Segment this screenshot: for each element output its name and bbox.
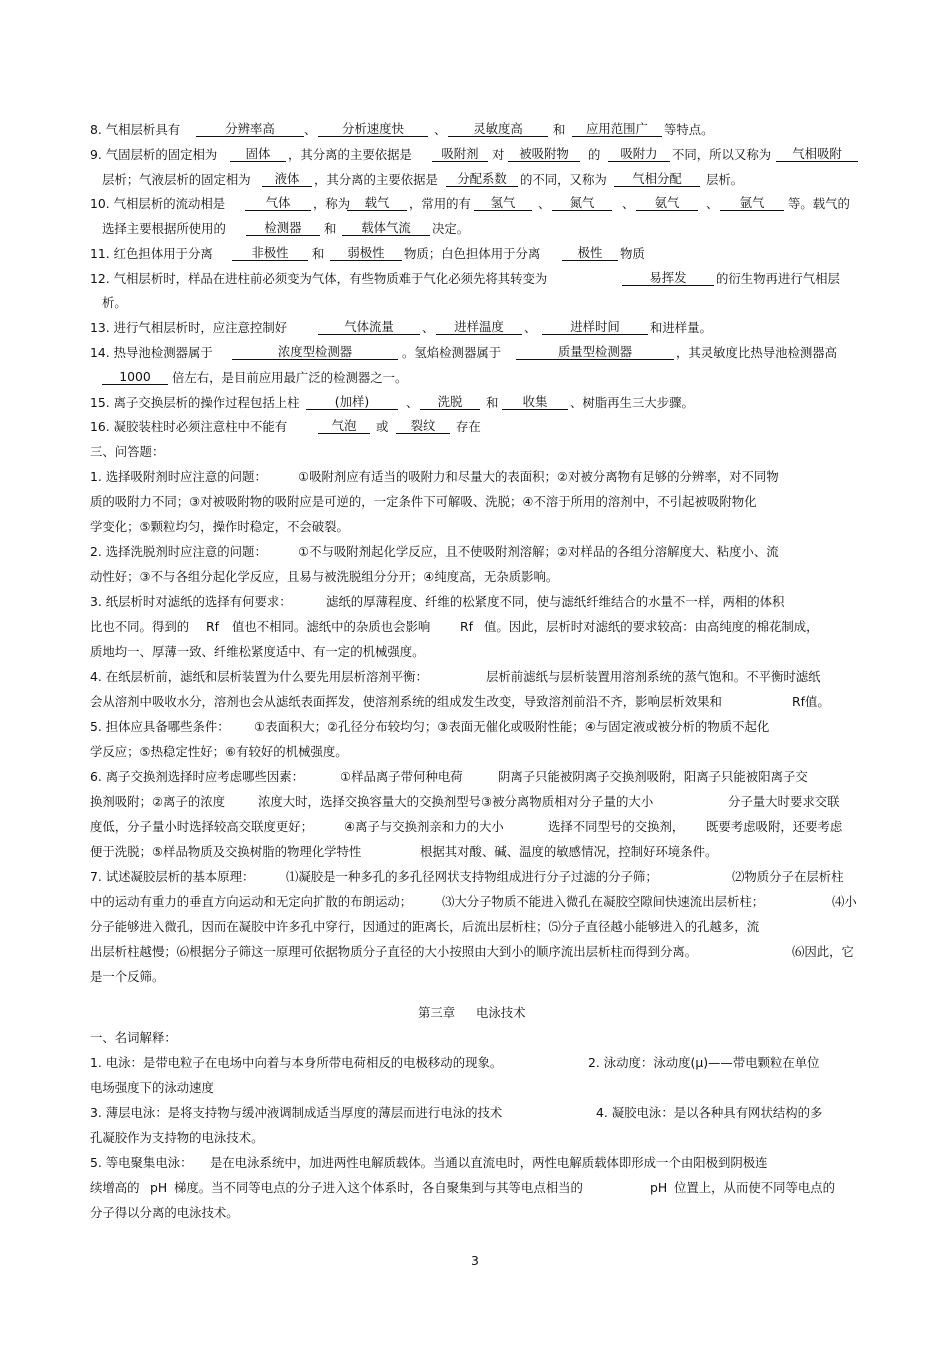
text-line [0,892,950,912]
text-segment: 层析。 [706,172,744,187]
text-segment: 5. 担体应具备哪些条件： [90,719,230,734]
text-segment: ⑹因此，它 [792,944,854,959]
text-segment: 出层析柱越慢；⑹根据分子筛这一原理可依据物质分子直径的大小按照由大到小的顺序流出层析柱而得到分离。 [90,944,698,959]
text-segment: 滤纸的厚薄程度、纤维的松紧度不同，使与滤纸纤维结合的水量不一样，两相的体积 [326,594,785,609]
text-segment: 分子能够进入微孔，因而在凝胶中许多孔中穿行，因通过的距离长，后流出层析柱；⑸分子直径越小能够进入的孔越多，流 [90,919,760,934]
text-segment: 5. 等电聚集电泳： [90,1155,193,1170]
text-segment: Rf [206,619,219,634]
fill-in-answer: 极性 [562,244,618,261]
text-line [0,318,950,338]
text-segment: 3. 纸层析时对滤纸的选择有何要求： [90,594,292,609]
text-line [0,1178,950,1198]
text-segment: ，其分离的主要依据是 [314,172,438,187]
text-segment: 16. 凝胶装柱时必须注意柱中不能有 [90,419,288,434]
text-segment: 9. 气固层析的固定相为 [90,147,218,162]
text-segment: 1. 电泳：是带电粒子在电场中向着与本身所带电荷相反的电极移动的现象。 [90,1055,503,1070]
text-segment: 位置上，从而使不同等电点的 [674,1180,836,1195]
fill-in-answer: 非极性 [232,244,308,261]
fill-in-answer: 弱极性 [330,244,402,261]
text-segment: 电泳技术 [476,1005,526,1020]
text-segment: 动性好；③不与各组分起化学反应，且易与被洗脱组分分开；④纯度高，无杂质影响。 [90,569,559,584]
text-segment: 比也不同。得到的 [90,619,190,634]
text-segment: 电场强度下的泳动速度 [90,1080,214,1095]
text-segment: 度低，分子量小时选择较高交联度更好； [90,819,314,834]
text-segment: pH [650,1180,668,1195]
text-segment: 8. 气相层析具有 [90,122,181,137]
fill-in-answer: 进样时间 [542,318,648,335]
text-line [0,1251,950,1271]
text-segment: 续增高的 [90,1180,140,1195]
text-segment: 的不同，又称为 [520,172,607,187]
text-segment: 三、问答题： [90,444,165,459]
text-segment: pH [150,1180,168,1195]
text-segment: 、 [538,196,551,211]
text-segment: ，其分离的主要依据是 [288,147,412,162]
text-segment: 3. 薄层电泳：是将支持物与缓冲液调制成适当厚度的薄层而进行电泳的技术 [90,1105,503,1120]
text-segment: 11. 红色担体用于分离 [90,246,213,261]
text-segment: 和 [324,221,337,236]
text-segment: 等。载气的 [788,196,850,211]
text-segment: ⑷小 [832,894,857,909]
fill-in-answer: 应用范围广 [572,120,662,137]
text-line [0,617,950,637]
text-segment: 倍左右，是目前应用最广泛的检测器之一。 [172,370,408,385]
text-segment: 或 [376,419,389,434]
text-segment: ①吸附剂应有适当的吸附力和尽量大的表面积；②对被分离物有足够的分辨率，对不同物 [298,469,779,484]
text-line [0,1078,950,1098]
text-segment: 的 [588,147,601,162]
fill-in-answer: 检测器 [246,219,320,236]
text-line [0,742,950,762]
text-segment: 根据其对酸、碱、温度的敏感情况，控制好环境条件。 [420,844,718,859]
fill-in-answer: 收集 [502,393,568,410]
text-segment: 7. 试述凝胶层析的基本原理： [90,869,255,884]
fill-in-answer: 分辨率高 [196,120,304,137]
text-line [0,842,950,862]
text-segment: 第三章 [418,1005,456,1020]
fill-in-answer: 分析速度快 [318,120,428,137]
text-segment: 选择主要根据所使用的 [102,221,226,236]
text-line [0,1053,950,1073]
fill-in-answer: 灵敏度高 [448,120,548,137]
fill-in-answer: 气相分配 [614,170,700,187]
text-segment: ，称为 [313,196,351,211]
text-segment: 学变化；⑤颗粒均匀，操作时稳定，不会破裂。 [90,519,349,534]
text-segment: 孔凝胶作为支持物的电泳技术。 [90,1130,264,1145]
text-segment: 会从溶剂中吸收水分，溶剂也会从滤纸表面挥发，使溶剂系统的组成发生改变，导致溶剂前沿不齐，影响层析效果和 [90,694,722,709]
fill-in-answer: 裂纹 [396,417,450,434]
fill-in-answer: 洗脱 [420,393,480,410]
text-line [0,1128,950,1148]
text-line [0,194,950,214]
text-segment: 物质；白色担体用于分离 [404,246,541,261]
text-segment: ④离子与交换剂亲和力的大小 [344,819,504,834]
text-segment: 、 [406,395,419,410]
text-segment: 10. 气相层析的流动相是 [90,196,226,211]
text-segment: 值。因此，层析时对滤纸的要求较高：由高纯度的棉花制成， [484,619,819,634]
fill-in-answer: 气相吸附 [776,145,858,162]
text-segment: ，常用的有 [409,196,471,211]
text-line [0,145,950,165]
fill-in-answer: 浓度型检测器 [232,343,398,360]
text-line [0,1153,950,1173]
text-segment: 4. 在纸层析前，滤纸和层析装置为什么要先用层析溶剂平衡： [90,669,428,684]
text-segment: 和进样量。 [650,320,712,335]
text-segment: 3 [471,1253,479,1268]
text-segment: 物质 [620,246,645,261]
text-line [0,642,950,662]
text-segment: ⑵物质分子在层析柱 [732,869,844,884]
text-segment: ①表面积大；②孔径分布较均匀；③表面无催化或吸附性能；④与固定液或被分析的物质不起化 [254,719,770,734]
fill-in-answer: 吸附力 [608,145,670,162]
text-line [0,492,950,512]
fill-in-answer: 气体 [245,194,311,211]
text-segment: 。氢焰检测器属于 [402,345,502,360]
text-segment: 对 [492,147,505,162]
text-segment: 是一个反筛。 [90,969,165,984]
text-segment: 梯度。当不同等电点的分子进入这个体系时，各自聚集到与其等电点相当的 [174,1180,583,1195]
text-line [0,667,950,687]
text-segment: 的衍生物再进行气相层 [716,271,840,286]
text-line [0,442,950,462]
text-line [0,120,950,140]
text-line [0,592,950,612]
text-line [0,542,950,562]
text-segment: 决定。 [432,221,470,236]
text-segment: 换剂吸附；②离子的浓度 [90,794,226,809]
text-line [0,1028,950,1048]
text-segment: 1. 选择吸附剂时应注意的问题： [90,469,267,484]
text-segment: 不同，所以又称为 [672,147,772,162]
text-segment: 浓度大时，选择交换容量大的交换剂型号③被分离物质相对分子量的大小 [258,794,654,809]
text-segment: 、 [706,196,719,211]
text-segment: 2. 选择洗脱剂时应注意的问题： [90,544,267,559]
text-segment: 15. 离子交换层析的操作过程包括上柱 [90,395,300,410]
text-segment: ①样品离子带何种电荷 [340,769,463,784]
text-line [0,917,950,937]
text-segment: 分子量大时要求交联 [728,794,840,809]
text-line [0,1103,950,1123]
text-segment: 值也不相同。滤纸中的杂质也会影响 [232,619,431,634]
text-segment: 等特点。 [664,122,714,137]
fill-in-answer: 氨气 [636,194,698,211]
text-segment: 13. 进行气相层析时，应注意控制好 [90,320,288,335]
text-segment: 层析前滤纸与层析装置用溶剂系统的蒸气饱和。不平衡时滤纸 [486,669,821,684]
fill-in-answer: 进样温度 [436,318,522,335]
text-line [0,269,950,289]
fill-in-answer: 氩气 [720,194,784,211]
text-line [0,867,950,887]
text-line [0,417,950,437]
fill-in-answer: (加样) [306,393,398,410]
text-line [0,170,950,190]
text-line [0,767,950,787]
text-line [0,467,950,487]
text-line [0,343,950,363]
fill-in-answer: 液体 [262,170,312,187]
fill-in-answer: 气泡 [318,417,370,434]
text-segment: 质的吸附力不同；③对被吸附物的吸附应是可逆的，一定条件下可解吸、洗脱；④不溶于所用的溶剂中，不引起被吸附物化 [90,494,757,509]
text-segment: 6. 离子交换剂选择时应考虑哪些因素： [90,769,305,784]
text-segment: 一、名词解释： [90,1030,177,1045]
chapter-title [0,1003,950,1023]
text-segment: 12. 气相层析时，样品在进柱前必须变为气体，有些物质难于气化必须先将其转变为 [90,271,548,286]
text-line [0,717,950,737]
text-line [0,692,950,712]
text-segment: 选择不同型号的交换剂， [548,819,685,834]
text-segment: 中的运动有重力的垂直方向运动和无定向扩散的布朗运动； [90,894,413,909]
fill-in-answer: 气体流量 [318,318,420,335]
fill-in-answer: 分配系数 [446,170,518,187]
fill-in-answer: 载气 [347,194,407,211]
fill-in-answer: 1000 [102,368,168,385]
text-segment: 、 [422,320,435,335]
fill-in-answer: 质量型检测器 [516,343,674,360]
text-segment: 4. 凝胶电泳：是以各种具有网状结构的多 [596,1105,823,1120]
text-segment: 是在电泳系统中，加进两性电解质载体。当通以直流电时，两性电解质载体即形成一个由阳极到阴极连 [210,1155,768,1170]
text-segment: 和 [486,395,499,410]
fill-in-answer: 吸附剂 [432,145,488,162]
text-line [0,967,950,987]
text-line [0,517,950,537]
text-line [0,393,950,413]
text-line [0,792,950,812]
text-segment: 、 [622,196,635,211]
text-line [0,244,950,264]
text-segment: 层析；气液层析的固定相为 [102,172,251,187]
text-segment: Rf [460,619,473,634]
text-segment: ，其灵敏度比热导池检测器高 [676,345,838,360]
text-segment: 、树脂再生三大步骤。 [570,395,694,410]
text-segment: 、 [434,122,447,137]
fill-in-answer: 氮气 [552,194,612,211]
text-segment: 和 [312,246,325,261]
text-segment: 存在 [456,419,481,434]
text-line [0,817,950,837]
fill-in-answer: 被吸附物 [508,145,580,162]
text-line [0,219,950,239]
text-line [0,368,950,388]
text-segment: ⑴凝胶是一种多孔的多孔径网状支持物组成进行分子过滤的分子筛； [286,869,658,884]
text-segment: 既要考虑吸附，还要考虑 [706,819,843,834]
fill-in-answer: 易挥发 [622,269,714,286]
fill-in-answer: 固体 [230,145,286,162]
text-segment: 2. 泳动度：泳动度(μ)——带电颗粒在单位 [588,1055,820,1070]
text-segment: 质地均一、厚薄一致、纤维松紧度适中、有一定的机械强度。 [90,644,425,659]
fill-in-answer: 氢气 [474,194,532,211]
text-segment: ①不与吸附剂起化学反应，且不使吸附剂溶解；②对样品的各组分溶解度大、粘度小、流 [298,544,779,559]
text-segment: 、 [524,320,537,335]
text-segment: Rf值。 [792,694,830,709]
text-line [0,293,950,313]
text-segment: 14. 热导池检测器属于 [90,345,213,360]
text-line [0,942,950,962]
text-segment: 阴离子只能被阴离子交换剂吸附，阳离子只能被阳离子交 [498,769,808,784]
text-line [0,1203,950,1223]
text-segment: 、 [304,122,317,137]
text-line [0,567,950,587]
text-segment: 分子得以分离的电泳技术。 [90,1205,239,1220]
text-segment: 学反应；⑤热稳定性好；⑥有较好的机械强度。 [90,744,348,759]
text-segment: 析。 [102,295,127,310]
text-segment: 和 [553,122,566,137]
text-segment: 便于洗脱；⑤样品物质及交换树脂的物理化学特性 [90,844,362,859]
fill-in-answer: 载体气流 [342,219,430,236]
text-segment: ⑶大分子物质不能进入微孔在凝胶空隙间快速流出层析柱； [442,894,765,909]
